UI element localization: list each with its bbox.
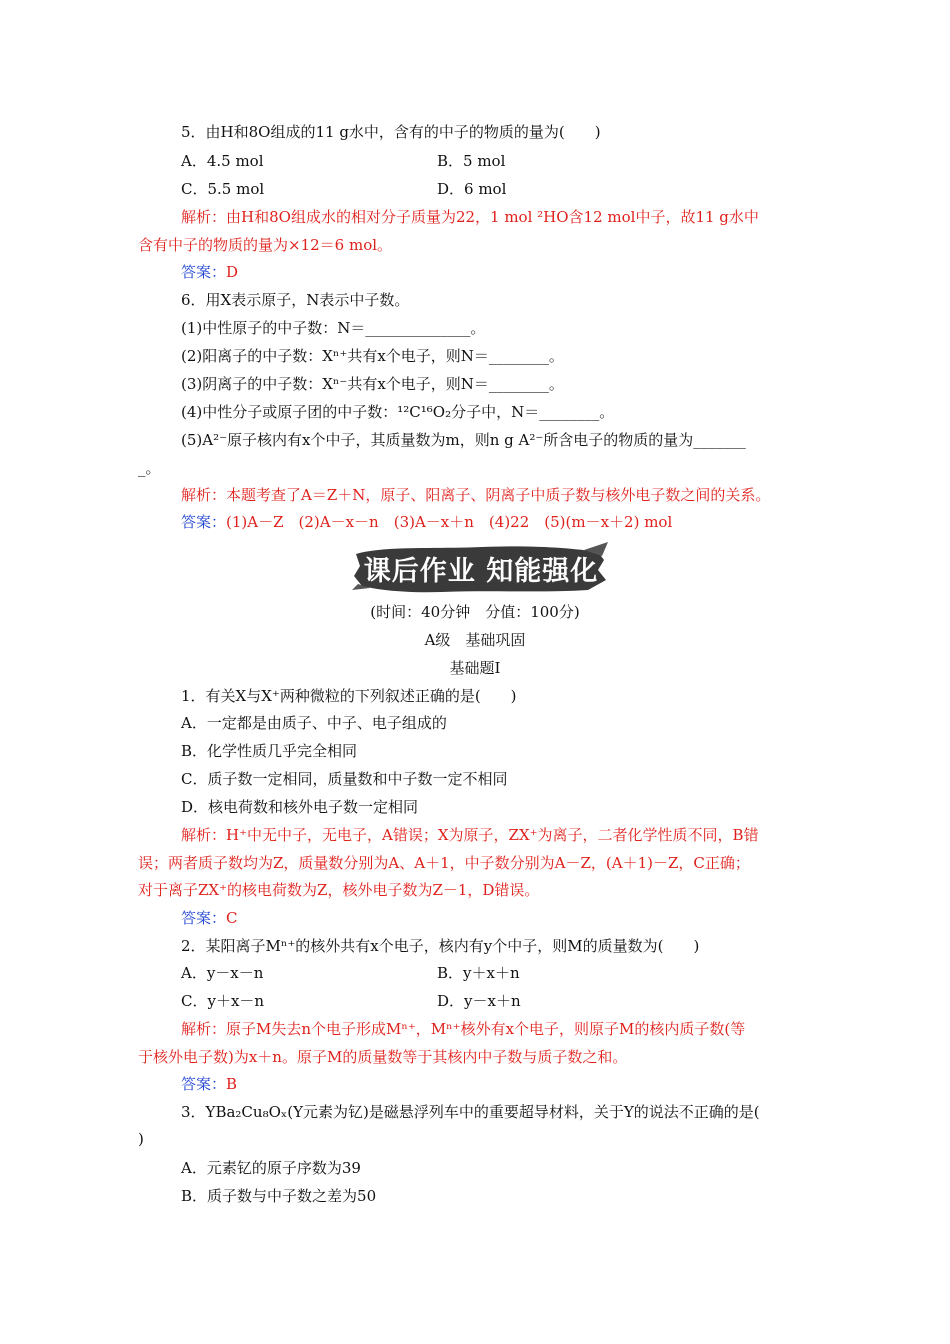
h2-answer-value: B xyxy=(226,1075,238,1093)
h1-answer-value: C xyxy=(226,909,238,927)
h1-stem: 1．有关X与X⁺两种微粒的下列叙述正确的是( ) xyxy=(181,687,517,705)
q6-part-3: (3)阴离子的中子数：Xⁿ⁻共有x个电子，则N＝________。 xyxy=(181,375,564,393)
q5-option-d: D．6 mol xyxy=(437,180,507,198)
q6-stem: 6．用X表示原子，N表示中子数。 xyxy=(181,291,410,309)
banner-title: 课后作业 知能强化 xyxy=(363,555,599,587)
q6-part-2: (2)阳离子的中子数：Xⁿ⁺共有x个电子，则N＝________。 xyxy=(181,347,564,365)
h1-answer-label: 答案： xyxy=(181,909,227,927)
q5-answer-label: 答案： xyxy=(181,263,227,281)
h2-option-d: D．y－x＋n xyxy=(437,992,521,1010)
h2-answer-line xyxy=(181,1074,237,1094)
q5-option-c: C．5.5 mol xyxy=(181,180,265,198)
q6-answer-label: 答案： xyxy=(181,513,227,531)
h1-option-c: C．质子数一定相同，质量数和中子数一定不相同 xyxy=(181,770,508,788)
h1-analysis-label: 解析： xyxy=(181,826,227,844)
q5-analysis-line-2: 含有中子的物质的量为×12＝6 mol。 xyxy=(138,236,393,254)
q6-part-5-line-2: _。 xyxy=(138,459,161,477)
level-heading: A级 基础巩固 xyxy=(424,631,526,649)
h1-option-d: D．核电荷数和核外电子数一定相同 xyxy=(181,798,419,816)
q6-answer-value: (1)A－Z (2)A－x－n (3)A－x＋n (4)22 (5)(m－x＋2) mol xyxy=(226,513,673,531)
section-banner xyxy=(352,540,610,596)
h3-option-a: A．元素钇的原子序数为39 xyxy=(181,1159,361,1177)
q5-answer-line xyxy=(181,262,238,282)
q5-answer-value: D xyxy=(226,263,239,281)
q5-analysis-label: 解析： xyxy=(181,208,227,226)
h2-option-b: B．y＋x＋n xyxy=(437,964,520,982)
q5-analysis-text-1: 由H和8O组成水的相对分子质量为22，1 mol ²HO含12 mol中子，故11 g水中 xyxy=(226,208,759,226)
h2-analysis-line-1 xyxy=(181,1019,745,1039)
q6-answer-line xyxy=(181,512,672,532)
q5-analysis-line-1 xyxy=(181,207,759,227)
h3-stem-line-2: ) xyxy=(138,1130,144,1148)
h1-analysis-text-1: H⁺中无中子，无电子，A错误；X为原子，ZX⁺为离子，二者化学性质不同，B错 xyxy=(226,826,759,844)
h1-option-a: A．一定都是由质子、中子、电子组成的 xyxy=(181,714,447,732)
q6-analysis-text: 本题考查了A＝Z＋N，原子、阳离子、阴离子中质子数与核外电子数之间的关系。 xyxy=(226,486,771,504)
q5-option-b: B．5 mol xyxy=(437,152,506,170)
h2-analysis-line-2: 于核外电子数)为x＋n。原子M的质量数等于其核内中子数与质子数之和。 xyxy=(138,1048,628,1066)
q6-part-4: (4)中性分子或原子团的中子数：¹²C¹⁶O₂分子中，N＝________。 xyxy=(181,403,615,421)
h1-analysis-line-2: 误；两者质子数均为Z，质量数分别为A、A＋1，中子数分别为A－Z，(A＋1)－Z，C正确； xyxy=(138,854,750,872)
h1-analysis-line-3: 对于离子ZX⁺的核电荷数为Z，核外电子数为Z－1，D错误。 xyxy=(138,881,540,899)
h2-answer-label: 答案： xyxy=(181,1075,227,1093)
h3-stem-line-1: 3．YBa₂Cu₈Oₓ(Y元素为钇)是磁悬浮列车中的重要超导材料，关于Y的说法不正确的是( xyxy=(181,1103,760,1121)
q6-part-5-line-1: (5)A²⁻原子核内有x个中子，其质量数为m，则n g A²⁻所含电子的物质的量为_______ xyxy=(181,431,746,449)
h3-option-b: B．质子数与中子数之差为50 xyxy=(181,1187,377,1205)
q6-part-1: (1)中性原子的中子数：N＝______________。 xyxy=(181,319,486,337)
h2-analysis-label: 解析： xyxy=(181,1020,227,1038)
h2-stem: 2．某阳离子Mⁿ⁺的核外共有x个电子，核内有y个中子，则M的质量数为( ) xyxy=(181,937,700,955)
h2-option-c: C．y＋x－n xyxy=(181,992,265,1010)
h1-option-b: B．化学性质几乎完全相同 xyxy=(181,742,358,760)
time-score-info: (时间：40分钟 分值：100分) xyxy=(370,603,580,621)
q6-analysis-label: 解析： xyxy=(181,486,227,504)
q5-option-a: A．4.5 mol xyxy=(181,152,264,170)
h1-answer-line xyxy=(181,908,238,928)
h2-analysis-text-1: 原子M失去n个电子形成Mⁿ⁺，Mⁿ⁺核外有x个电子，则原子M的核内质子数(等 xyxy=(226,1020,746,1038)
h1-analysis-line-1 xyxy=(181,825,759,845)
q6-analysis-line xyxy=(181,485,770,505)
q5-stem: 5．由H和8O组成的11 g水中，含有的中子的物质的量为( ) xyxy=(181,123,601,141)
group-heading: 基础题Ⅰ xyxy=(449,659,501,677)
h2-option-a: A．y－x－n xyxy=(181,964,264,982)
